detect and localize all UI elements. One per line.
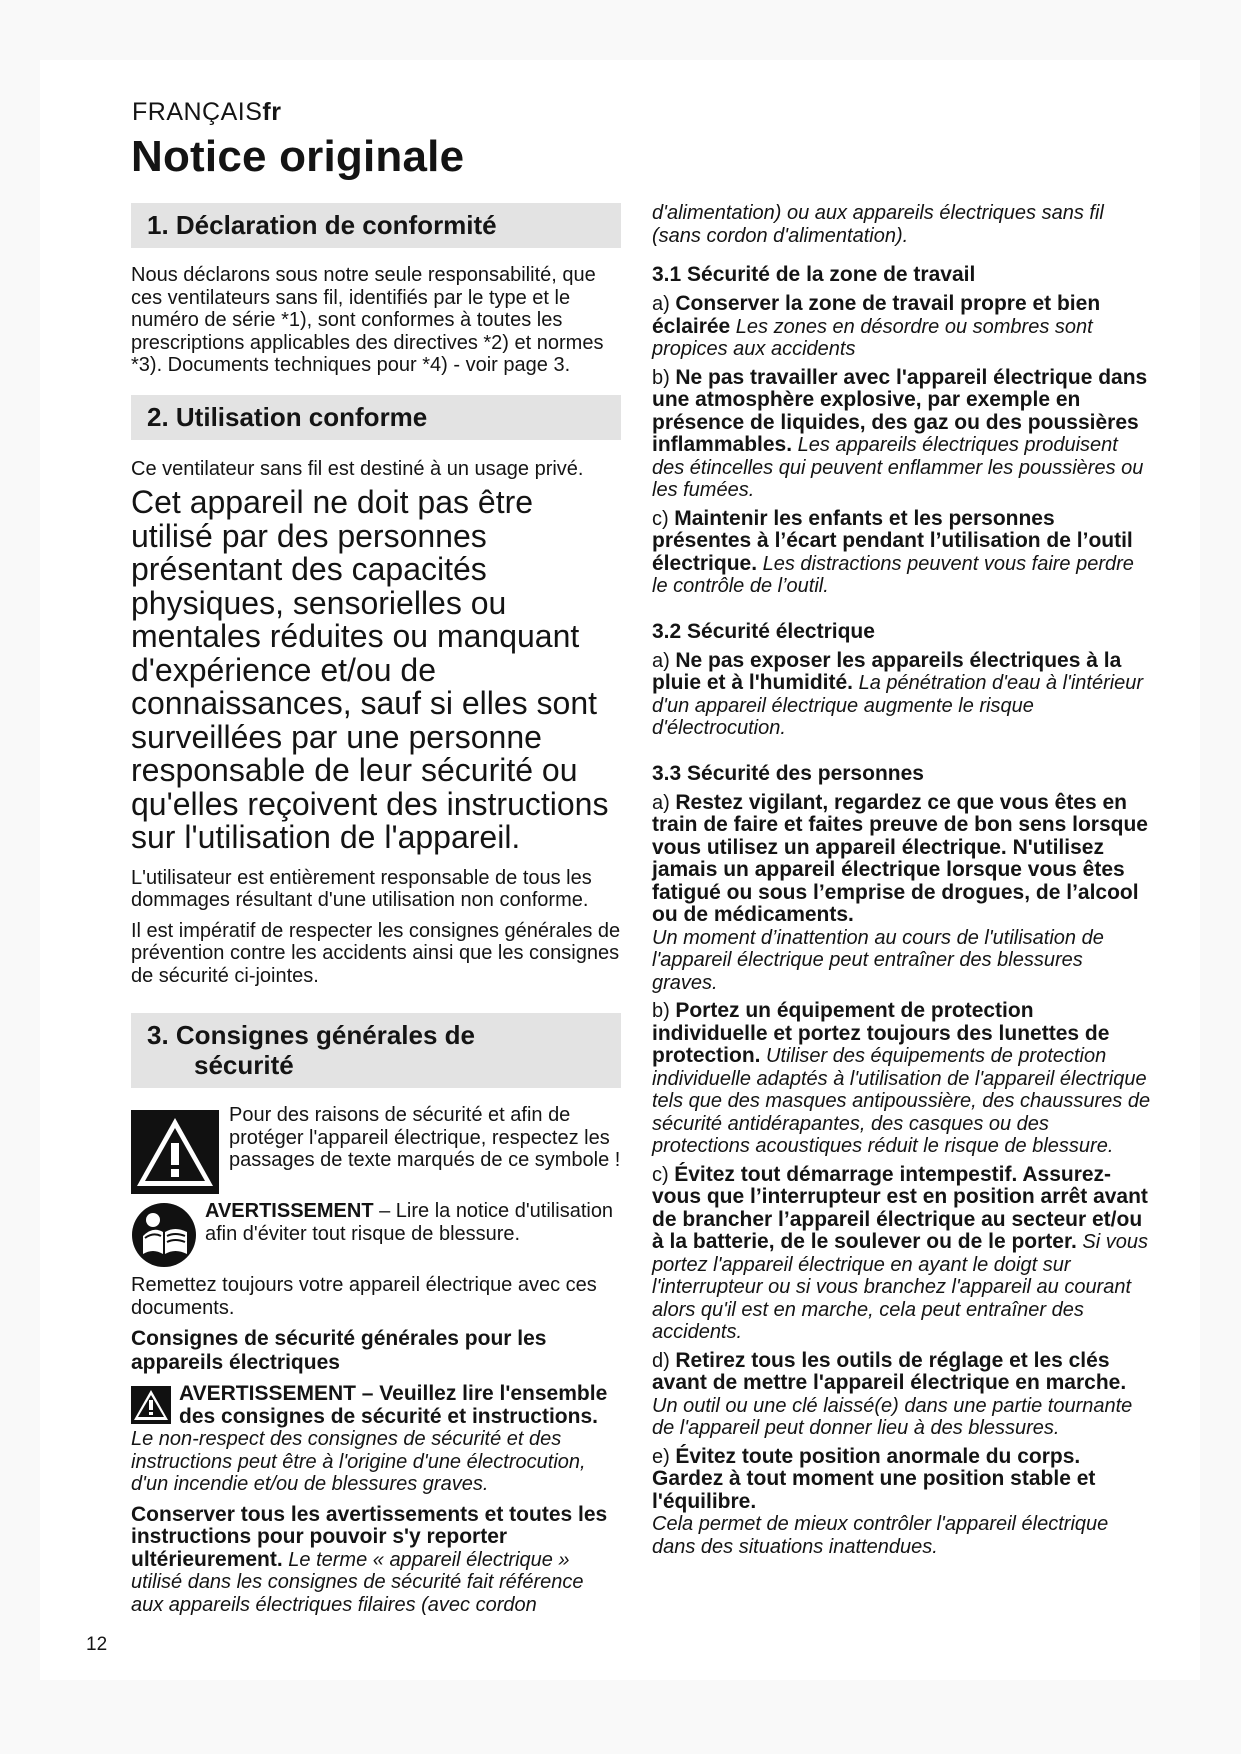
section-1-heading: 1. Déclaration de conformité [131,203,621,248]
s33-item-a-note: Un moment d’inattention au cours de l'utilisation de l'appareil électrique peut entraîner des blessures graves. [652,926,1104,994]
manual-notice-text: AVERTISSEMENT – Lire la notice d'utilisation afin d'éviter tout risque de blessure. [205,1200,614,1245]
section-3-heading [131,1013,621,1088]
section-2-heading: 2. Utilisation conforme [131,395,621,440]
section-1-text: Nous déclarons sous notre seule responsabilité, que ces ventilateurs sans fil, identifiés par le type et le numéro de série *1), sont conformes à toutes les prescriptions applicables des directives *2) et normes *3). Documents techniques pour *4) - voir page 3. [131,264,604,376]
s31-item-b: b) Ne pas travailler avec l'appareil électrique dans une atmosphère explosive, par exemple en présence de liquides, des gaz ou des poussières inflammables. Les appareils électriques produisent des étincelles qui peuvent enflammer les poussières ou les fumées. [652,365,1148,501]
s33-item-d: d) Retirez tous les outils de réglage et les clés avant de mettre l'appareil électrique en marche. Un outil ou une clé laissé(e) dans une partie tournante de l'appareil peut donner lieu à des blessures. [652,1348,1133,1439]
read-manual-icon [131,1202,197,1268]
section-3-heading-line1: 3. Consignes générales de [147,1020,476,1050]
s32-item-a: a) Ne pas exposer les appareils électriques à la pluie et à l'humidité. La pénétration d'eau à l'intérieur d'un appareil électrique augmente le risque d'électrocution. [652,648,1144,739]
section-2-intro: Ce ventilateur sans fil est destiné à un usage privé. [131,457,584,480]
s33-item-e: e) Évitez toute position anormale du corps. Gardez à tout moment une position stable et l'équilibre. [652,1444,1096,1513]
s33-item-c: c) Évitez tout démarrage intempestif. Assurez-vous que l’interrupteur est en position arrêt avant de brancher l’appareil électrique au secteur et/ou à la batterie, de le soulever ou de le porter. Si vous portez l'appareil électrique en ayant le doigt sur l'interrupteur ou si vous branchez l'appareil au courant alors qu'il est en marche, cela peut entraîner des accidents. [652,1162,1148,1343]
symbol-notice [131,1104,621,1194]
language-code: fr [262,98,282,126]
document-title: Notice originale [131,132,465,181]
keep-instructions-text: Conserver tous les avertissements et toutes les instructions pour pouvoir s'y reporter ultérieurement. Le terme « appareil électrique » utilisé dans les consignes de sécurité fait référence aux appareils électriques filaires (avec cordon [131,1502,608,1616]
section-3-3-heading: 3.3 Sécurité des personnes [652,761,924,785]
section-3-1-heading: 3.1 Sécurité de la zone de travail [652,263,976,286]
right-column [652,202,1152,1558]
page-number: 12 [86,1634,108,1655]
s33-item-b: b) Portez un équipement de protection individuelle et portez toujours des lunettes de protection. Utiliser des équipements de protection individuelle adaptés à l'utilisation de l'appareil électrique tels que des masques antipoussière, des chaussures de sécurité antidérapantes, des casques ou des protections acoustiques réduit le risque de blessure. [652,999,1151,1157]
warning-triangle-small-icon [131,1386,171,1424]
section-2-rules: Il est impératif de respecter les consignes générales de prévention contre les accidents ainsi que les consignes de sécurité ci-jointes. [131,919,621,987]
s31-item-c: c) Maintenir les enfants et les personnes présentes à l’écart pendant l’utilisation de l’outil électrique. Les distractions peuvent vous faire perdre le contrôle de l’outil. [652,506,1134,597]
section-3-heading-line2: sécurité [194,1050,294,1080]
s33-item-e-note: Cela permet de mieux contrôler l'appareil électrique dans des situations inattendues. [652,1513,1109,1558]
s33-item-a: a) Restez vigilant, regardez ce que vous êtes en train de faire et faites preuve de bon sens lorsque vous utilisez un appareil électrique. N'utilisez jamais un appareil électrique lorsque vous êtes fatigué ou sous l’emprise de drogues, de l’alcool ou de médicaments. [652,790,1148,926]
manual-notice [131,1200,621,1268]
language-label: FRANÇAISfr [132,98,282,126]
left-column [131,203,621,1616]
section-3-2-heading: 3.2 Sécurité électrique [652,619,875,643]
section-2-responsibility: L'utilisateur est entièrement responsable de tous les dommages résultant d'une utilisation non conforme. [131,866,592,911]
general-safety-heading: Consignes de sécurité générales pour les appareils électriques [131,1327,547,1374]
s31-item-a: a) Conserver la zone de travail propre et bien éclairée Les zones en désordre ou sombres sont propices aux accidents [652,292,1101,360]
keep-documents-text: Remettez toujours votre appareil électrique avec ces documents. [131,1274,597,1319]
symbol-notice-text: Pour des raisons de sécurité et afin de protéger l'appareil électrique, respectez les passages de texte marqués de ce symbole ! [229,1104,621,1171]
general-warning-text: AVERTISSEMENT – Veuillez lire l'ensemble des consignes de sécurité et instructions. Le non-respect des consignes de sécurité et des instructions peut être à l'origine d'une électrocution, d'un incendie et/ou de blessures graves. [131,1382,608,1495]
section-2-big-warning: Cet appareil ne doit pas être utilisé par des personnes présentant des capacités physiques, sensorielles ou mentales réduites ou manquant d'expérience et/ou de connaissances, sauf si elles sont surveillées par une personne responsable de leur sécurité ou qu'elles reçoivent des instructions sur l'utilisation de l'appareil. [131,484,609,855]
warning-triangle-icon [131,1110,219,1194]
keep-instructions-continued: d'alimentation) ou aux appareils électriques sans fil (sans cordon d'alimentation). [652,202,1104,247]
